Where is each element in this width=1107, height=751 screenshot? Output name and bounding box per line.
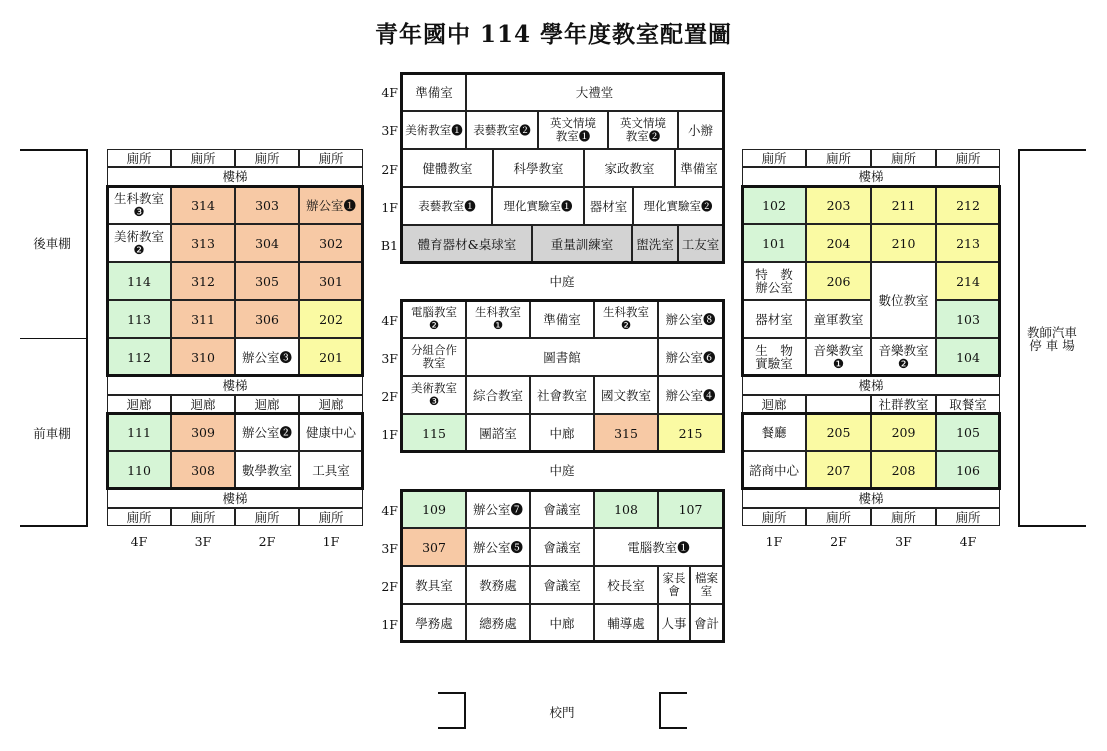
room-l-i2: 廁所: [171, 508, 235, 526]
room-r-e1: 生 物 實驗室: [742, 338, 806, 376]
room-l-h2: 308: [171, 451, 235, 489]
room-b-4a: 109: [402, 490, 466, 528]
room-b-4c: 會議室: [530, 490, 594, 528]
room-m-4d: 生科教室 ❷: [594, 300, 658, 338]
room-l-e4: 201: [299, 338, 363, 376]
room-m-1e: 215: [658, 414, 723, 452]
room-b-2b: 教務處: [466, 566, 530, 604]
room-l-r1c1: 廁所: [107, 149, 171, 167]
right-column-floor-2: 3F: [895, 534, 912, 549]
room-l-i3: 廁所: [235, 508, 299, 526]
room-t-4a: 準備室: [402, 73, 466, 111]
floor-label-top-4f: 4F: [381, 85, 398, 100]
room-l-e2: 310: [171, 338, 235, 376]
room-l-c1: 114: [107, 262, 171, 300]
room-l-f3: 迴廊: [235, 395, 299, 413]
room-r-r1c2: 廁所: [806, 149, 871, 167]
room-t-4b: 大禮堂: [466, 73, 723, 111]
room-t-ba: 體育器材&桌球室: [402, 225, 532, 263]
room-r-e4: 104: [936, 338, 1000, 376]
room-b-1d: 輔導處: [594, 604, 658, 642]
room-r-stair3: 樓梯: [742, 489, 1000, 508]
room-l-d4: 202: [299, 300, 363, 338]
room-l-d3: 306: [235, 300, 299, 338]
room-r-c2: 206: [806, 262, 871, 300]
room-l-b2: 313: [171, 224, 235, 262]
room-t-3b: 表藝教室❷: [466, 111, 538, 149]
room-l-i4: 廁所: [299, 508, 363, 526]
room-r-d4: 103: [936, 300, 1000, 338]
room-m-3b: 圖書館: [466, 338, 658, 376]
room-r-h3: 208: [871, 451, 936, 489]
page-title: 青年國中 114 學年度教室配置圖: [374, 21, 733, 48]
room-b-2e: 家長 會: [658, 566, 690, 604]
room-b-4d: 108: [594, 490, 658, 528]
room-m-3c: 辦公室❻: [658, 338, 723, 376]
room-t-1d: 理化實驗室❷: [633, 187, 723, 225]
front-bike-shed-label: 前車棚: [33, 426, 71, 441]
room-l-a2: 314: [171, 186, 235, 224]
room-l-c2: 312: [171, 262, 235, 300]
gate-post-right: [659, 692, 687, 729]
floor-label-bottom-1f: 1F: [381, 617, 398, 632]
room-l-c3: 305: [235, 262, 299, 300]
room-b-1e: 人事: [658, 604, 690, 642]
floor-label-mid-3f: 3F: [381, 351, 398, 366]
floor-label-bottom-2f: 2F: [381, 579, 398, 594]
room-m-2b: 綜合教室: [466, 376, 530, 414]
room-t-bd: 工友室: [678, 225, 723, 263]
room-l-g4: 健康中心: [299, 413, 363, 451]
left-column-floor-2: 2F: [258, 534, 276, 549]
room-l-g1: 111: [107, 413, 171, 451]
room-m-1d: 315: [594, 414, 658, 452]
room-r-d2: 童軍教室: [806, 300, 871, 338]
floor-label-bottom-3f: 3F: [381, 541, 398, 556]
room-l-a1: 生科教室 ❸: [107, 186, 171, 224]
room-t-1b: 理化實驗室❶: [492, 187, 584, 225]
right-column-floor-0: 1F: [765, 534, 783, 549]
room-r-b3: 210: [871, 224, 936, 262]
right-column-floor-3: 4F: [959, 534, 977, 549]
room-l-b4: 302: [299, 224, 363, 262]
room-r-c1: 特 教 辦公室: [742, 262, 806, 300]
room-r-e2: 音樂教室 ❶: [806, 338, 871, 376]
room-r-r1c4: 廁所: [936, 149, 1000, 167]
room-t-bb: 重量訓練室: [532, 225, 632, 263]
rear-bike-shed-label: 後車棚: [33, 236, 71, 251]
room-l-r1c2: 廁所: [171, 149, 235, 167]
room-r-f1: 迴廊: [742, 395, 806, 413]
right-column-floor-1: 2F: [830, 534, 847, 549]
room-r-i3: 廁所: [871, 508, 936, 526]
room-l-stair2: 樓梯: [107, 376, 363, 395]
room-m-1c: 中廊: [530, 414, 594, 452]
room-m-3a: 分組合作 教室: [402, 338, 466, 376]
room-r-r1c3: 廁所: [871, 149, 936, 167]
room-t-1c: 器材室: [584, 187, 633, 225]
room-m-4c: 準備室: [530, 300, 594, 338]
room-r-a1: 102: [742, 186, 806, 224]
room-r-b4: 213: [936, 224, 1000, 262]
room-l-d2: 311: [171, 300, 235, 338]
room-t-2b: 科學教室: [493, 149, 584, 187]
room-t-bc: 盥洗室: [632, 225, 678, 263]
room-l-r1c4: 廁所: [299, 149, 363, 167]
room-r-a4: 212: [936, 186, 1000, 224]
room-r-stair2: 樓梯: [742, 376, 1000, 395]
room-b-2a: 教具室: [402, 566, 466, 604]
room-t-2c: 家政教室: [584, 149, 675, 187]
room-b-3c: 會議室: [530, 528, 594, 566]
room-l-e1: 112: [107, 338, 171, 376]
room-l-h1: 110: [107, 451, 171, 489]
floor-label-top-3f: 3F: [381, 123, 398, 138]
gate-post-left: [438, 692, 466, 729]
room-t-3c: 英文情境 教室❶: [538, 111, 608, 149]
room-r-i2: 廁所: [806, 508, 871, 526]
floor-label-bottom-4f: 4F: [381, 503, 398, 518]
room-b-4e: 107: [658, 490, 723, 528]
room-r-b2: 204: [806, 224, 871, 262]
room-m-2a: 美術教室 ❸: [402, 376, 466, 414]
floor-label-top-1f: 1F: [381, 200, 398, 215]
room-m-2d: 國文教室: [594, 376, 658, 414]
room-l-b1: 美術教室 ❷: [107, 224, 171, 262]
floor-label-mid-4f: 4F: [381, 313, 398, 328]
bike-shed-divider: [20, 338, 88, 339]
room-r-c3: 數位教室: [871, 262, 936, 338]
room-r-g1: 餐廳: [742, 413, 806, 451]
room-r-h4: 106: [936, 451, 1000, 489]
floor-label-top-b1: B1: [380, 238, 398, 253]
room-l-h3: 數學教室: [235, 451, 299, 489]
room-m-2c: 社會教室: [530, 376, 594, 414]
room-b-3d: 電腦教室❶: [594, 528, 723, 566]
room-l-b3: 304: [235, 224, 299, 262]
room-m-4b: 生科教室 ❶: [466, 300, 530, 338]
room-l-a4: 辦公室❶: [299, 186, 363, 224]
room-b-3b: 辦公室❺: [466, 528, 530, 566]
room-l-g2: 309: [171, 413, 235, 451]
room-r-h2: 207: [806, 451, 871, 489]
room-t-3d: 英文情境 教室❷: [608, 111, 678, 149]
room-r-f3: 社群教室: [871, 395, 936, 413]
room-b-1f: 會計: [690, 604, 723, 642]
courtyard-label-upper: 中庭: [549, 274, 575, 289]
room-l-c4: 301: [299, 262, 363, 300]
room-l-r1c3: 廁所: [235, 149, 299, 167]
room-l-stair1: 樓梯: [107, 167, 363, 186]
room-l-f1: 迴廊: [107, 395, 171, 413]
room-l-h4: 工具室: [299, 451, 363, 489]
room-r-f-blank: [806, 395, 871, 413]
room-t-2a: 健體教室: [402, 149, 493, 187]
room-r-f4: 取餐室: [936, 395, 1000, 413]
room-m-2e: 辦公室❹: [658, 376, 723, 414]
room-r-i1: 廁所: [742, 508, 806, 526]
room-b-4b: 辦公室❼: [466, 490, 530, 528]
room-l-i1: 廁所: [107, 508, 171, 526]
room-l-e3: 辦公室❸: [235, 338, 299, 376]
room-r-stair1: 樓梯: [742, 167, 1000, 186]
room-b-3a: 307: [402, 528, 466, 566]
floor-label-top-2f: 2F: [381, 162, 398, 177]
left-column-floor-1: 3F: [194, 534, 212, 549]
room-r-h1: 諮商中心: [742, 451, 806, 489]
room-r-i4: 廁所: [936, 508, 1000, 526]
room-r-e3: 音樂教室 ❷: [871, 338, 936, 376]
school-gate-label: 校門: [549, 705, 575, 720]
room-r-g2: 205: [806, 413, 871, 451]
room-r-g4: 105: [936, 413, 1000, 451]
room-b-1b: 總務處: [466, 604, 530, 642]
room-r-g3: 209: [871, 413, 936, 451]
room-t-1a: 表藝教室❶: [402, 187, 492, 225]
room-r-d1: 器材室: [742, 300, 806, 338]
room-l-g3: 辦公室❷: [235, 413, 299, 451]
room-b-2d: 校長室: [594, 566, 658, 604]
room-t-3a: 美術教室❶: [402, 111, 466, 149]
room-b-1a: 學務處: [402, 604, 466, 642]
room-b-2c: 會議室: [530, 566, 594, 604]
room-l-stair3: 樓梯: [107, 489, 363, 508]
room-t-3e: 小辦: [678, 111, 723, 149]
room-r-b1: 101: [742, 224, 806, 262]
floor-label-mid-1f: 1F: [381, 427, 398, 442]
room-l-a3: 303: [235, 186, 299, 224]
left-column-floor-0: 4F: [130, 534, 148, 549]
teacher-parking-label: 教師汽車 停 車 場: [1026, 325, 1077, 353]
courtyard-label-lower: 中庭: [549, 463, 575, 478]
room-l-f2: 迴廊: [171, 395, 235, 413]
floor-label-mid-2f: 2F: [381, 389, 398, 404]
room-b-1c: 中廊: [530, 604, 594, 642]
room-b-2f: 檔案 室: [690, 566, 723, 604]
room-l-d1: 113: [107, 300, 171, 338]
room-m-4e: 辦公室❽: [658, 300, 723, 338]
room-r-c4: 214: [936, 262, 1000, 300]
room-m-4a: 電腦教室 ❷: [402, 300, 466, 338]
room-m-1b: 團諮室: [466, 414, 530, 452]
room-m-1a: 115: [402, 414, 466, 452]
room-r-a3: 211: [871, 186, 936, 224]
room-r-a2: 203: [806, 186, 871, 224]
room-l-f4: 迴廊: [299, 395, 363, 413]
room-r-r1c1: 廁所: [742, 149, 806, 167]
room-t-2d: 準備室: [675, 149, 723, 187]
left-column-floor-3: 1F: [322, 534, 340, 549]
